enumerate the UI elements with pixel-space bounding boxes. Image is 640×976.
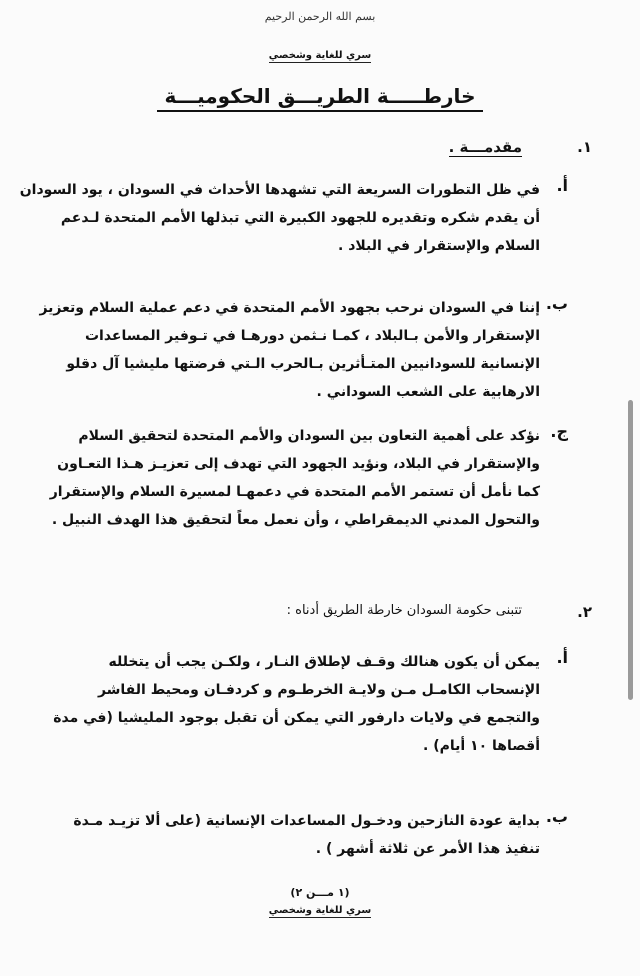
- item-2a-text: [53, 648, 540, 760]
- item-1a-text: [19, 176, 540, 260]
- item-2b-text: [73, 807, 540, 863]
- item-1c-letter: ج.: [550, 422, 568, 441]
- text-line: الارهابية على الشعب السوداني .: [316, 384, 540, 400]
- section-1-number: ١.: [577, 138, 592, 156]
- item-1b-letter: ب.: [545, 294, 568, 313]
- page-number: (١ مـــن ٢): [290, 886, 350, 899]
- document-title: [0, 84, 640, 112]
- item-1b-text: [39, 294, 540, 406]
- text-line: كما نأمل أن تستمر الأمم المتحدة في دعمهـا لمسيرة السلام والإستقرار: [49, 484, 540, 500]
- text-line: الإنسحاب الكامـل مـن ولايـة الخرطـوم و كردفـان ومحيط الفاشر: [97, 682, 540, 698]
- item-2a-letter: أ.: [556, 648, 568, 667]
- text-line: إننا في السودان نرحب بجهود الأمم المتحدة في دعم عملية السلام وتعزيز: [39, 300, 540, 316]
- document-title-text: خارطـــــة الطريـــق الحكوميـــة: [157, 84, 484, 112]
- item-1c-text: [49, 422, 540, 534]
- item-2b-letter: ب.: [545, 807, 568, 826]
- text-line: تنفيذ هذا الأمر عن ثلاثة أشهر ) .: [315, 841, 540, 857]
- section-1-heading-text: مقدمـــة .: [448, 138, 522, 156]
- section-2-heading: تتبنى حكومة السودان خارطة الطريق أدناه :: [286, 603, 522, 618]
- scrollbar-thumb[interactable]: [628, 400, 633, 700]
- text-line: الإنسانية للسودانيين المتـأثرين بـالحرب الـتي فرضتها مليشيا آل دقلو: [66, 356, 540, 372]
- text-line: الإستقرار والأمن بـالبلاد ، كمـا نـثمن دورهـا في تـوفير المساعدات: [84, 328, 540, 344]
- text-line: يمكن أن يكون هنالك وقـف لإطلاق النـار ، ولكـن يجب أن يتخلله: [108, 654, 540, 670]
- classification-top-text: سري للغاية وشخصي: [268, 50, 372, 61]
- classification-bottom-text: سري للغاية وشخصي: [268, 905, 372, 916]
- text-line: والتجمع في ولايات دارفور التي يمكن أن تقبل بوجود المليشيا (في مدة: [53, 710, 540, 726]
- basmala: بسم الله الرحمن الرحيم: [264, 10, 376, 23]
- text-line: في ظل التطورات السريعة التي تشهدها الأحداث في السودان ، يود السودان: [19, 182, 540, 198]
- classification-top: [0, 50, 640, 63]
- classification-bottom: [0, 905, 640, 918]
- section-1-heading: [449, 138, 522, 156]
- text-line: والإستقرار في البلاد، ونؤيد الجهود التي تهدف إلى تعزيـز هـذا التعـاون: [57, 456, 540, 472]
- text-line: أن يقدم شكره وتقديره للجهود الكبيرة التي تبذلها الأمم المتحدة لـدعم: [60, 210, 540, 226]
- text-line: نؤكد على أهمية التعاون بين السودان والأمم المتحدة لتحقيق السلام: [78, 428, 540, 444]
- text-line: أقصاها ١٠ أيام) .: [423, 738, 540, 754]
- text-line: والتحول المدني الديمقراطي ، وأن نعمل معاً لتحقيق هذا الهدف النبيل .: [51, 512, 540, 528]
- item-1a-letter: أ.: [556, 176, 568, 195]
- text-line: بداية عودة النازحين ودخـول المساعدات الإنسانية (على ألا تزيـد مـدة: [73, 813, 540, 829]
- section-2-number: ٢.: [577, 603, 592, 621]
- text-line: السلام والإستقرار في البلاد .: [338, 238, 540, 254]
